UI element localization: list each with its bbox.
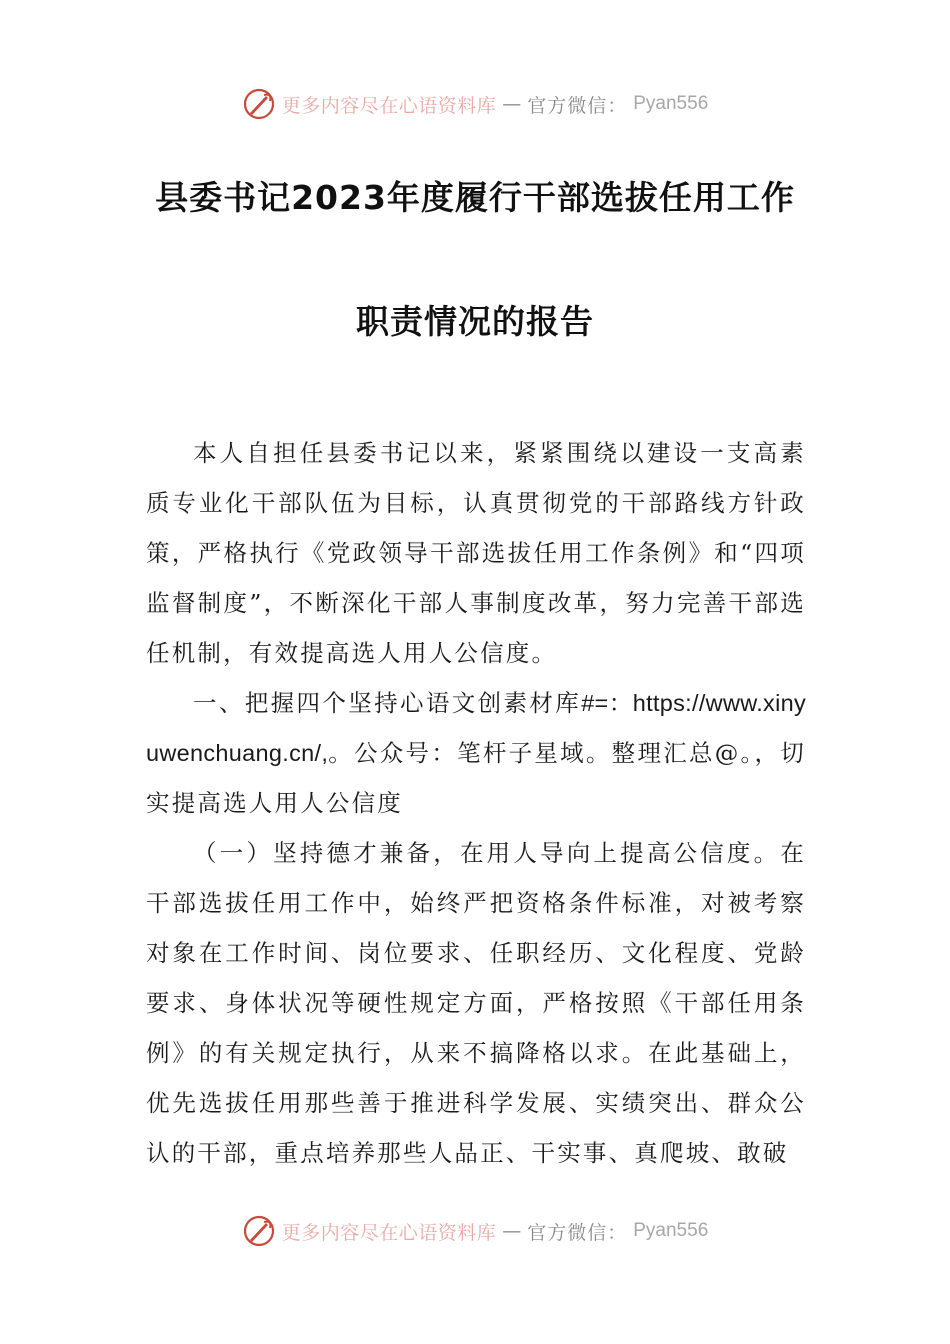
paragraph-intro: 本人自担任县委书记以来，紧紧围绕以建设一支高素质专业化干部队伍为目标，认真贯彻党的干部路线方针政策，严格执行《党政领导干部选拔任用工作条例》和“四项监督制度”，不断深化干部人事制度改革，努力完善干部选任机制，有效提高选人用人公信度。 bbox=[146, 439, 806, 667]
banner-wechat-label: 官方微信： bbox=[527, 94, 628, 117]
paragraph-subsection-one: （一）坚持德才兼备，在用人导向上提高公信度。在干部选拔任用工作中，始终严把资格条件标准，对被考察对象在工作时间、岗位要求、任职经历、文化程度、党龄要求、身体状况等硬性规定方面，严格按照《干部任用条例》的有关规定执行，从来不搞降格以求。在此基础上，优先选拔任用那些善于推进科学发展、实绩突出、群众公认的干部，重点培养那些人品正、干实事、真爬坡、敢破 bbox=[146, 839, 806, 1167]
banner-wechat-label: 官方微信： bbox=[527, 1221, 628, 1244]
banner-wechat-id: Pyan556 bbox=[633, 1220, 709, 1241]
banner-text: 更多内容尽在心语资料库 bbox=[281, 94, 497, 117]
footer-watermark-banner bbox=[0, 1211, 950, 1251]
header-watermark-banner bbox=[0, 84, 950, 124]
paragraph-section-one-heading bbox=[146, 678, 806, 828]
document-title-line2: 职责情况的报告 bbox=[356, 302, 594, 341]
quill-logo-icon bbox=[242, 1214, 276, 1248]
banner-text: 更多内容尽在心语资料库 bbox=[281, 1221, 497, 1244]
banner-dash: — bbox=[502, 1220, 522, 1242]
banner-wechat-id: Pyan556 bbox=[633, 93, 709, 114]
document-body bbox=[146, 428, 806, 1178]
banner-dash: — bbox=[502, 93, 522, 115]
section-one-text-c: 。公众号：笔杆子星域。整理汇总@。，切实提高选人用人公信度 bbox=[146, 739, 806, 817]
section-one-text-a: 一、把握四个坚持心语文创素材库 bbox=[193, 689, 582, 717]
document-title-line1: 县委书记2023年度履行干部选拔任用工作 bbox=[155, 178, 795, 217]
quill-logo-icon bbox=[242, 87, 276, 121]
source-url-link: #=：https://www.xinyuwenchuang.cn/, bbox=[146, 690, 807, 766]
